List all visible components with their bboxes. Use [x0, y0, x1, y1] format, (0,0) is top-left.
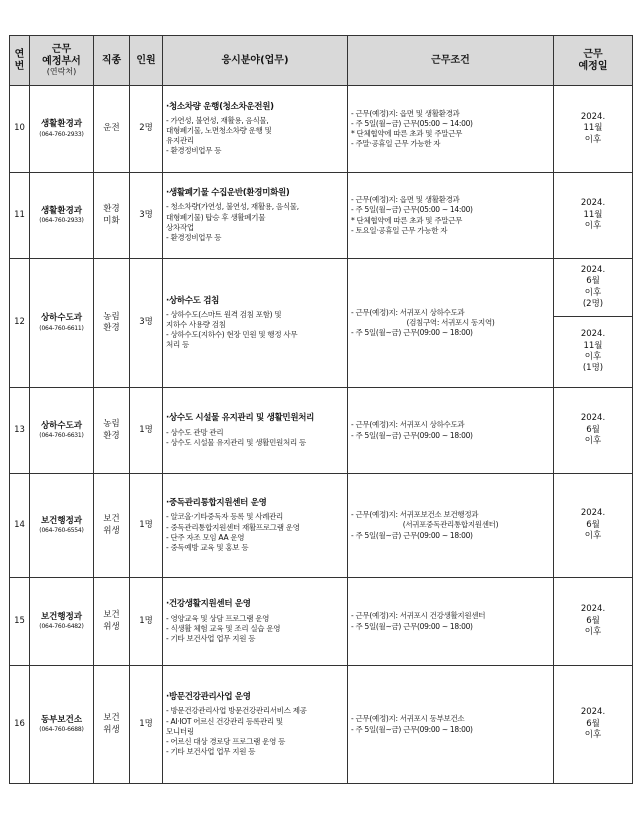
date-line: 이후 — [584, 221, 602, 232]
field-line: - AI·IOT 어르신 건강관리 등록관리 및 — [166, 716, 283, 726]
header-department-line1: 근무 — [51, 44, 72, 56]
department-cell — [30, 474, 94, 578]
condition-line: - 근무(예정)지: 서귀포시 동부보건소 — [351, 714, 465, 724]
condition-line: - 근무(예정)지: 읍면 및 생활환경과 — [351, 195, 460, 205]
headcount: 2명 — [130, 86, 163, 173]
field-line: - 환경정비업무 등 — [166, 146, 222, 156]
start-date-cell — [554, 259, 633, 317]
header-number-line1: 연 — [14, 49, 25, 60]
date-line: 이후 — [584, 730, 602, 741]
field-title: · 상수도 시설물 유지관리 및 생활민원처리 — [166, 413, 344, 424]
row-number: 14 — [10, 474, 30, 578]
headcount: 1명 — [130, 666, 163, 784]
department-cell — [30, 259, 94, 388]
date-line: 이후 — [584, 134, 602, 145]
header-start-date-line1: 근무 — [583, 49, 603, 60]
header-department-line2: 예정부서 — [42, 55, 81, 67]
date-line: 2024. — [580, 604, 606, 615]
date-line: 2024. — [580, 508, 606, 519]
row-number: 16 — [10, 666, 30, 784]
condition-line: - 토요일·공휴일 근무 가능한 자 — [351, 225, 448, 235]
job-type-cell — [94, 474, 130, 578]
job-type-text: 환경 — [103, 430, 120, 441]
job-type-cell — [94, 666, 130, 784]
table-row — [10, 474, 633, 578]
job-type-text: 위생 — [103, 724, 120, 735]
department-cell — [30, 86, 94, 173]
department-name: 상하수도과 — [40, 313, 83, 324]
application-field-cell — [163, 578, 348, 666]
field-line: - 영양교육 및 상담 프로그램 운영 — [166, 613, 270, 623]
department-name: 보건행정과 — [40, 515, 83, 526]
header-start-date — [554, 36, 633, 86]
job-type-text: 위생 — [103, 525, 120, 536]
field-line: - 알코올·기타중독자 등록 및 사례관리 — [166, 512, 284, 522]
job-type-text: 환경 — [103, 204, 120, 215]
field-line: - 방문건강관리사업 방문건강관리서비스 제공 — [166, 706, 307, 716]
condition-line: - 근무(예정)지: 서귀포보건소 보건행정과 — [351, 510, 479, 520]
row-number: 11 — [10, 173, 30, 259]
condition-line: - 근무(예정)지: 서귀포시 상하수도과 — [351, 420, 465, 430]
condition-line: * 단체협약에 따른 초과 및 주말근무 — [351, 215, 463, 225]
department-name: 보건행정과 — [40, 611, 83, 622]
department-cell — [30, 666, 94, 784]
table-row — [10, 388, 633, 474]
headcount: 1명 — [130, 388, 163, 474]
condition-line: - 주 5일(월~금) 근무(09:00 ~ 18:00) — [351, 328, 473, 338]
date-line: 6월 — [586, 424, 600, 435]
date-line: (2명) — [582, 298, 604, 309]
table-row — [10, 173, 633, 259]
field-line: - 기타 보건사업 업무 지원 등 — [166, 633, 256, 643]
start-date-cell — [554, 388, 633, 474]
start-date-cell — [554, 317, 633, 388]
job-type-text: 미화 — [103, 215, 120, 226]
job-type-cell — [94, 86, 130, 173]
date-line: 2024. — [580, 413, 606, 424]
field-line: - 상하수도(지하수) 현장 민원 및 행정 사무 — [166, 330, 298, 340]
date-line: 이후 — [584, 287, 602, 298]
department-name: 동부보건소 — [40, 714, 83, 725]
department-name: 생활환경과 — [40, 119, 83, 130]
field-line: - 중독예방 교육 및 홍보 등 — [166, 542, 249, 552]
job-type-text: 보건 — [103, 610, 120, 621]
department-phone: (064-760-2933) — [39, 130, 84, 138]
work-conditions-cell — [348, 474, 554, 578]
department-phone: (064-760-6688) — [39, 726, 84, 734]
field-line: 모니터링 — [166, 726, 194, 736]
work-conditions-cell — [348, 86, 554, 173]
job-type-text: 농림 — [103, 311, 120, 322]
job-type-text: 보건 — [103, 713, 120, 724]
headcount: 1명 — [130, 578, 163, 666]
header-department — [30, 36, 94, 86]
row-number: 10 — [10, 86, 30, 173]
condition-line: - 주 5일(월~금) 근무(09:00 ~ 18:00) — [351, 530, 473, 540]
field-line: 대형폐기물, 노면청소차량 운행 및 — [166, 126, 272, 136]
field-line: - 상수도 시설물 유지관리 및 생활민원처리 등 — [166, 437, 306, 447]
work-conditions-cell — [348, 578, 554, 666]
field-line: - 상하수도(스마트 원격 검침 포함) 및 — [166, 309, 282, 319]
header-department-contact: (연락처) — [46, 67, 77, 77]
department-cell — [30, 388, 94, 474]
application-field-cell — [163, 173, 348, 259]
date-line: 이후 — [584, 627, 602, 638]
job-type-text: 위생 — [103, 621, 120, 632]
department-name: 생활환경과 — [40, 205, 83, 216]
date-line: (1명) — [582, 363, 604, 374]
table-row — [10, 578, 633, 666]
work-conditions-cell — [348, 388, 554, 474]
application-field-cell — [163, 86, 348, 173]
header-job-type: 직종 — [94, 36, 130, 86]
field-title: · 청소차량 운행(청소차운전원) — [166, 102, 344, 113]
field-title: · 상하수도 검침 — [166, 296, 344, 307]
field-line: - 환경정비업무 등 — [166, 232, 222, 242]
date-line: 6월 — [586, 519, 600, 530]
application-field-cell — [163, 474, 348, 578]
condition-line: - 주 5일(월~금) 근무(09:00 ~ 18:00) — [351, 430, 473, 440]
field-title: · 방문건강관리사업 운영 — [166, 692, 344, 703]
condition-line: - 주 5일(월~금) 근무(05:00 ~ 14:00) — [351, 118, 473, 128]
header-headcount: 인원 — [130, 36, 163, 86]
date-line: 2024. — [580, 111, 606, 122]
job-type-text: 운전 — [103, 123, 120, 134]
condition-line: - 주 5일(월~금) 근무(09:00 ~ 18:00) — [351, 621, 473, 631]
department-phone: (064-760-6554) — [39, 527, 84, 535]
application-field-cell — [163, 259, 348, 388]
table-row — [10, 666, 633, 784]
row-number: 12 — [10, 259, 30, 388]
work-conditions-cell — [348, 173, 554, 259]
job-type-text: 보건 — [103, 514, 120, 525]
date-line: 이후 — [584, 531, 602, 542]
department-cell — [30, 173, 94, 259]
job-type-cell — [94, 173, 130, 259]
application-field-cell — [163, 388, 348, 474]
date-line: 6월 — [586, 615, 600, 626]
work-conditions-cell — [348, 666, 554, 784]
field-line: 지하수 사용량 검침 — [166, 320, 226, 330]
field-title: · 생활폐기물 수집운반(환경미화원) — [166, 188, 344, 199]
start-date-cell — [554, 474, 633, 578]
header-row — [10, 36, 633, 86]
date-line: 2024. — [580, 707, 606, 718]
field-title: · 중독관리통합지원센터 운영 — [166, 498, 344, 509]
department-name: 상하수도과 — [40, 420, 83, 431]
date-line: 2024. — [580, 264, 606, 275]
date-line: 이후 — [584, 352, 602, 362]
condition-line: - 주 5일(월~금) 근무(05:00 ~ 14:00) — [351, 205, 473, 215]
job-type-cell — [94, 388, 130, 474]
header-number — [10, 36, 30, 86]
job-type-text: 농림 — [103, 419, 120, 430]
date-line: 이후 — [584, 436, 602, 447]
job-type-cell — [94, 578, 130, 666]
field-line: 상차작업 — [166, 222, 194, 232]
department-phone: (064-760-6482) — [39, 623, 84, 631]
condition-line: - 근무(예정)지: 읍면 및 생활환경과 — [351, 108, 460, 118]
header-work-conditions: 근무조건 — [348, 36, 554, 86]
date-line: 11월 — [583, 123, 603, 134]
date-line: 2024. — [580, 329, 606, 340]
field-line: - 청소차량(가연성, 불연성, 재활용, 음식물, — [166, 202, 299, 212]
condition-line: - 근무(예정)지: 서귀포시 상하수도과 — [351, 307, 465, 317]
condition-line: - 주말·공휴일 근무 가능한 자 — [351, 139, 441, 149]
headcount: 1명 — [130, 474, 163, 578]
row-number: 15 — [10, 578, 30, 666]
job-type-text: 환경 — [103, 323, 120, 333]
department-phone: (064-760-6631) — [39, 432, 84, 440]
field-line: - 식생활 체험 교육 및 조리 실습 운영 — [166, 623, 281, 633]
field-line: 처리 등 — [166, 340, 189, 350]
work-conditions-cell — [348, 259, 554, 388]
field-line: - 어르신 대상 경로당 프로그램 운영 등 — [166, 736, 286, 746]
field-line: - 단주 자조 모임 AA 운영 — [166, 532, 245, 542]
table-row — [10, 259, 633, 317]
department-phone: (064-760-6611) — [39, 324, 84, 332]
field-line: - 가연성, 불연성, 재활용, 음식물, — [166, 115, 269, 125]
recruitment-table — [9, 35, 633, 784]
start-date-cell — [554, 578, 633, 666]
condition-line: - 주 5일(월~금) 근무(09:00 ~ 18:00) — [351, 724, 473, 734]
header-number-line2: 번 — [14, 60, 25, 72]
date-line: 6월 — [586, 276, 600, 287]
start-date-cell — [554, 173, 633, 259]
condition-line: (서귀포중독관리통합지원센터) — [402, 520, 499, 530]
header-start-date-line2: 예정일 — [578, 60, 608, 72]
date-line: 6월 — [586, 718, 600, 729]
condition-line: * 단체협약에 따른 초과 및 주말근무 — [351, 129, 463, 138]
field-line: 유지관리 — [166, 136, 194, 146]
field-line: - 기타 보건사업 업무 지원 등 — [166, 746, 256, 756]
date-line: 11월 — [583, 340, 603, 351]
headcount: 3명 — [130, 259, 163, 388]
row-number: 13 — [10, 388, 30, 474]
department-cell — [30, 578, 94, 666]
condition-line: (검침구역: 서귀포시 동지역) — [406, 317, 495, 327]
start-date-cell — [554, 86, 633, 173]
date-line: 11월 — [583, 209, 603, 220]
application-field-cell — [163, 666, 348, 784]
start-date-cell — [554, 666, 633, 784]
header-application-field: 응시분야(업무) — [163, 36, 348, 86]
job-type-cell — [94, 259, 130, 388]
table-row — [10, 86, 633, 173]
department-phone: (064-760-2933) — [39, 217, 84, 225]
field-line: - 상수도 관망 관리 — [166, 427, 224, 437]
date-line: 2024. — [580, 198, 606, 209]
condition-line: - 근무(예정)지: 서귀포시 건강생활지원센터 — [351, 611, 486, 621]
field-title: · 건강생활지원센터 운영 — [166, 599, 344, 610]
headcount: 3명 — [130, 173, 163, 259]
field-line: 대형폐기물) 탑승 후 생활폐기물 — [166, 212, 266, 222]
field-line: - 중독관리통합지원센터 재활프로그램 운영 — [166, 522, 300, 532]
